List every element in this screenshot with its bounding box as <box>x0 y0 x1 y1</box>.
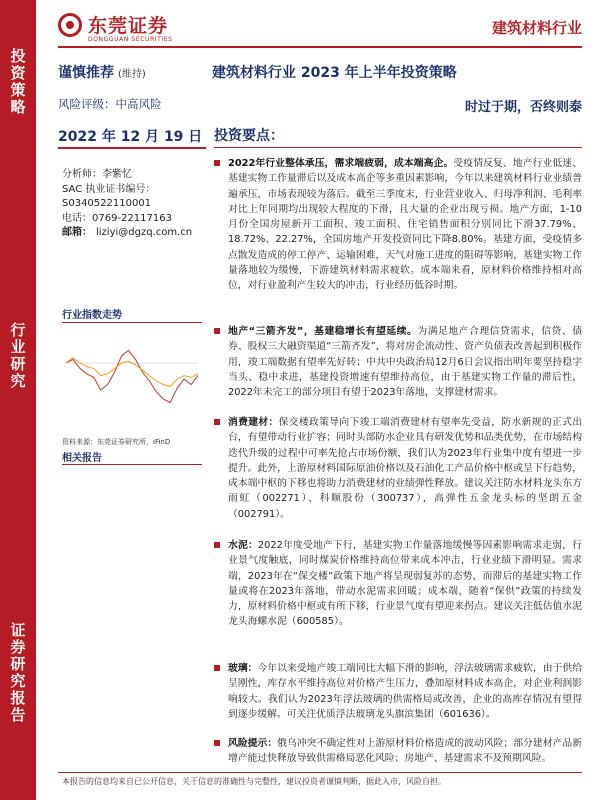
rating-value: 谨慎推荐 <box>58 65 114 81</box>
point-lead: 地产“三箭齐发”，基建稳增长有望延续。 <box>228 326 418 337</box>
related-reports-title: 相关报告 <box>62 453 102 464</box>
footer-divider <box>58 772 582 773</box>
header-divider <box>58 46 582 48</box>
bullet-icon <box>214 740 220 746</box>
related-divider <box>62 464 202 465</box>
point-body: 受疫情反复、地产行业低迷、基建实物工作量滞后以及成本高企等多重因素影响，今年以来建筑材料行业业绩普遍承压，市场表现较为落后。截至三季度末，行业营业收入、归母净利润、毛利率对比上年同期均出现较大程度的下滑，且大量的企业出现亏损。地产方面，1-10月份全国房屋新开工面积、竣工面积、住宅销售面积分别同比下滑37.79%、18.72%、22.27%，全国房地产开发投资同比下降8.80%。基建方面，受疫情多点散发造成的停工停产、运输困难，天气对施工进度的阻碍等影响，基建实物工作量落地较为缓慢，下游建筑材料需求疲软。成本端来看，原材料价格维持相对高位，对行业盈利产生较大的冲击，行业经历低谷时期。 <box>228 158 582 292</box>
left-sidebar <box>0 0 36 800</box>
analyst-name: 分析师：李紫忆 <box>62 169 132 180</box>
point-lead: 水泥： <box>228 540 258 551</box>
logo-text-en: DONGGUAN SECURITIES <box>88 36 173 43</box>
chart-source: 资料来源：东莞证券研究所，iFinD <box>62 438 171 446</box>
date-divider <box>58 147 206 149</box>
points-divider <box>214 147 582 148</box>
report-date: 2022 年 12 月 19 日 <box>58 129 203 145</box>
sac-number: S0340522110001 <box>62 198 152 209</box>
point-cement <box>214 538 582 630</box>
header-industry: 建筑材料行业 <box>491 19 582 37</box>
logo-text-cn: 东莞证券 <box>88 15 169 37</box>
chart-series-line-1 <box>66 358 198 387</box>
bullet-icon <box>214 328 220 334</box>
point-body: 今年以来受地产竣工端同比大幅下滑的影响，浮法玻璃需求疲软，由于供给呈刚性，库存水平维持高位对价格产生压力，叠加原材料成本高企，对企业利润影响较大。我们认为2023年浮法玻璃的供需格局或改善，企业的高库存情况有望得到逐步缓解。可关注优质浮法玻璃龙头旗滨集团（601636）。 <box>228 663 583 720</box>
point-risk <box>214 736 582 767</box>
bullet-icon <box>214 419 220 425</box>
risk-rating: 风险评级：中高风险 <box>58 97 162 111</box>
sidebar-label-industry: 行业研究 <box>8 322 27 390</box>
analyst-email[interactable]: liziyi@dgzq.com.cn <box>96 227 193 238</box>
bullet-icon <box>214 665 220 671</box>
company-logo <box>58 11 178 47</box>
sidebar-label-strategy: 投资策略 <box>8 48 27 116</box>
point-lead: 玻璃： <box>228 663 258 674</box>
rating-note: (维持) <box>118 69 146 80</box>
bullet-icon <box>214 160 220 166</box>
point-lead: 消费建材： <box>228 417 279 428</box>
bullet-icon <box>214 542 220 548</box>
point-body: 为满足地产合理信贷需求，信贷、债券、股权三大融资渠道“三箭齐发”，将对房企流动性、资产负债表改善起到积极作用，竣工端数据有望率先好转；中共中央政治局12月6日会议指出明年要坚持稳字当头、稳中求进，基建投资增速有望维持高位，由于基建实物工作量的滞后性，2022年未完工的部分项目有望于2023年落地，支撑建材需求。 <box>228 326 582 399</box>
point-lead: 2022年行业整体承压，需求端疲弱，成本端高企。 <box>228 158 454 169</box>
point-real-estate <box>214 324 582 400</box>
analyst-phone: 电话：0769-22117163 <box>62 212 172 224</box>
analyst-info <box>62 168 192 241</box>
sac-label: SAC 执业证书编号： <box>62 183 156 195</box>
industry-index-chart <box>62 330 202 425</box>
point-glass <box>214 661 582 722</box>
email-label: 邮箱： <box>62 227 92 238</box>
point-body: 2022年度受地产下行，基建实物工作量落地缓慢等因素影响需求走弱，行业景气度触底，同时煤炭价格维持高位带来成本冲击，行业业绩下滑明显。需求端，2023年在“保交楼”政策下地产将呈现弱复苏的态势，而滞后的基建实物工作量或将在2023年落地，带动水泥需求回暖；成本端，随着“保供”政策的持续发力，原材料价格中枢或有所下移，行业景气度有望迎来拐点。建议关注低估值水泥龙头海螺水泥（600585）。 <box>228 540 583 628</box>
disclaimer: 本报告的信息均来自已公开信息，关于信息的准确性与完整性，建议投资者谨慎判断，据此入市，风险自担。 <box>62 777 446 786</box>
point-industry-overview <box>214 156 582 294</box>
sidebar-label-report: 证券研究报告 <box>8 622 27 724</box>
report-title: 建筑材料行业 2023 年上半年投资策略 <box>212 65 457 81</box>
chart-divider <box>62 322 202 323</box>
key-points-heading: 投资要点： <box>214 128 284 144</box>
logo-mark-icon <box>58 13 82 37</box>
chart-series-line-0 <box>66 350 198 402</box>
chart-title: 行业指数走势 <box>62 310 122 321</box>
point-consumer-materials <box>214 415 582 522</box>
point-body: 俄乌冲突不确定性对上游原材料价格造成的波动风险；部分建材产品新增产能过快释放导致供需格局恶化风险；房地产、基建需求不及预期风险。 <box>228 738 582 765</box>
analyst-email-row <box>62 226 192 241</box>
investment-rating <box>58 62 146 82</box>
point-lead: 风险提示： <box>228 738 278 749</box>
report-subtitle: 时过于期，否终则泰 <box>464 100 582 115</box>
point-body: 保交楼政策导向下竣工端消费建材有望率先受益，防水新规的正式出台，有望带动行业扩容；同时头部防水企业具有研发优势和品类优势，在市场结构迭代升级的过程中可率先抢占市场份额，我们认为2023年行业集中度有望进一步提升。此外，上游原材料国际原油价格以及石油化工产品价格中枢或呈下行趋势，成本端中枢的下移也将助力消费建材的业绩弹性释放。建议关注防水材料龙头东方雨虹（002271）、科顺股份（300737），高弹性五金龙头标的坚朗五金（002791）。 <box>228 417 583 520</box>
